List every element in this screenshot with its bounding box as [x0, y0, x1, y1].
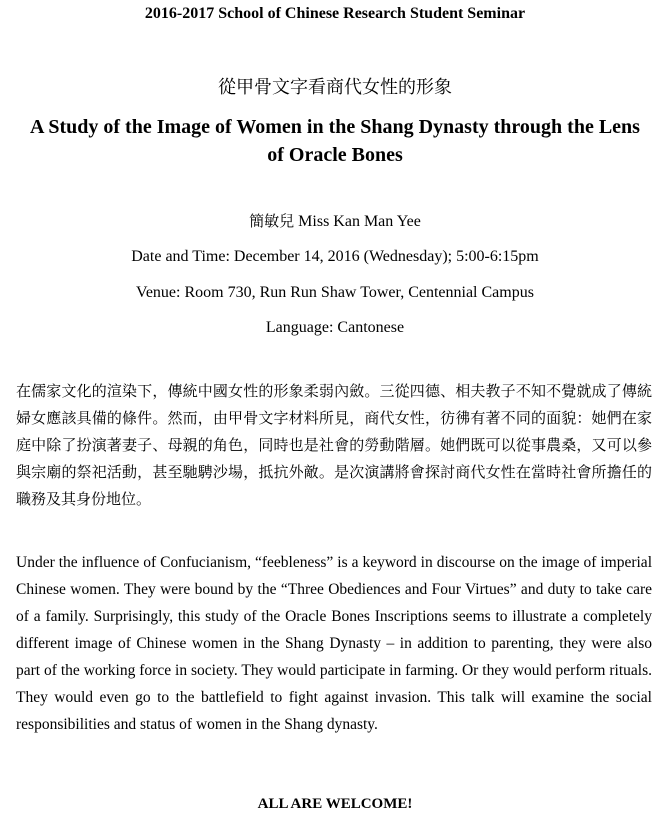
speaker-name-chinese: 簡敏兒 — [249, 212, 295, 230]
language-line: Language: Cantonese — [265, 319, 405, 336]
seminar-series-title: 2016-2017 School of Chinese Research Student Seminar — [144, 5, 526, 22]
talk-title-chinese: 從甲骨文字看商代女性的形象 — [218, 77, 452, 98]
venue-line: Venue: Room 730, Run Run Shaw Tower, Centennial Campus — [136, 284, 534, 301]
talk-title-english: A Study of the Image of Women in the Shang Dynasty through the Lens of Oracle Bones — [30, 116, 640, 166]
speaker-name-english: Miss Kan Man Yee — [298, 213, 421, 230]
welcome-note: ALL ARE WELCOME! — [257, 796, 413, 812]
abstract-english: Under the influence of Confucianism, “feebleness” is a keyword in discourse on the image of imperial Chinese women. They were bound by the “Three Obediences and Four Virtues” and duty to take care of a family. Surprisingly, this study of the Oracle Bones Inscriptions seems to illustrate a completely different image of Chinese women in the Shang Dynasty – in addition to parenting, they were also part of the working force in society. They would participate in farming. Or they would perform rituals. They would even go to the battlefield to fight against invasion. This talk will examine the social responsibilities and status of women in the Shang dynasty. — [16, 554, 652, 733]
speaker-line — [0, 211, 670, 232]
abstract-chinese: 在儒家文化的渲染下，傳統中國女性的形象柔弱內斂。三從四德、相夫教子不知不覺就成了傳統婦女應該具備的條件。然而，由甲骨文字材料所見，商代女性，彷彿有著不同的面貌：她們在家庭中除了扮演著妻子、母親的角色，同時也是社會的勞動階層。她們既可以從事農桑，又可以參與宗廟的祭祀活動，甚至馳騁沙場，抵抗外敵。是次演講將會探討商代女性在當時社會所擔任的職務及其身份地位。 — [16, 382, 652, 508]
date-time-line: Date and Time: December 14, 2016 (Wednesday); 5:00-6:15pm — [131, 248, 539, 265]
